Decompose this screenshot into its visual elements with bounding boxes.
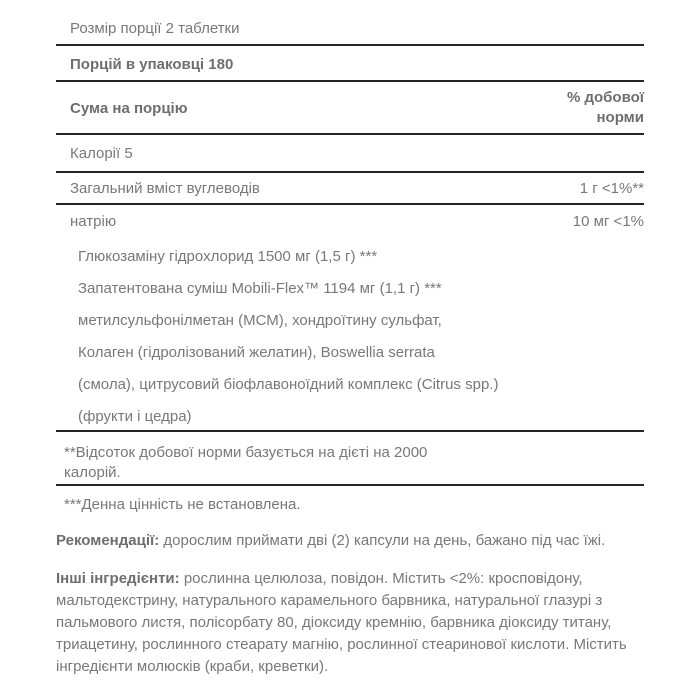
blend-line-mobiliflex: Запатентована суміш Mobili-Flex™ 1194 мг (1,1 г) *** (78, 280, 442, 297)
other-ingredients-paragraph (56, 568, 644, 678)
ingredient-blend-list (56, 248, 644, 426)
carbohydrate-value: 1 г <1%** (579, 180, 644, 197)
blend-line-fruit-peel: (фрукти і цедра) (78, 408, 192, 425)
recommendations-paragraph (56, 530, 621, 552)
sodium-value: 10 мг <1% (572, 213, 644, 230)
calories-label: Калорії 5 (70, 145, 133, 162)
blend-line-msm-chondroitin: метилсульфонілметан (МСМ), хондроїтину сульфат, (78, 312, 442, 329)
recommendations-text: дорослим приймати дві (2) капсули на день, бажано під час їжі. (163, 532, 606, 549)
other-ingredients-text: рослинна целюлоза, повідон. Містить <2%: кросповідону, мальтодекстрину, натурального карамельного барвника, натуральної глазурі з пальмового листя, полісорбату 80, діоксиду кремнію, барвника діоксиду титану, триацетину, рослинного стеарату магнію, рослинної стеаринової кислоти. Містить інгредієнти молюсків (краби, креветки). (56, 570, 627, 675)
other-ingredients-title: Інші інгредієнти: (56, 570, 180, 587)
servings-per-container-text: Порцій в упаковці 180 (70, 56, 234, 73)
calories-row (56, 135, 644, 171)
serving-size-row (56, 14, 644, 44)
carbohydrate-label: Загальний вміст вуглеводів (70, 180, 260, 197)
blend-line-citrus-complex: (смола), цитрусовий біофлавоноїдний комплекс (Citrus spp.) (78, 376, 499, 393)
daily-value-header: % добової норми (566, 89, 644, 126)
facts-header-row (56, 82, 644, 133)
recommendations-title: Рекомендації: (56, 532, 160, 549)
amount-per-serving-header: Сума на порцію (70, 99, 188, 117)
servings-per-container-row (56, 46, 644, 80)
footnote-daily-value-not-established: ***Денна цінність не встановлена. (64, 496, 301, 513)
carbohydrate-row (56, 173, 644, 203)
sodium-row (56, 205, 644, 231)
footnote-daily-value-basis: **Відсоток добової норми базується на дієті на 2000 калорій. (64, 444, 428, 481)
blend-line-collagen-boswellia: Колаген (гідролізований желатин), Boswellia serrata (78, 344, 435, 361)
sodium-label: натрію (70, 213, 117, 230)
blend-line-glucosamine: Глюкозаміну гідрохлорид 1500 мг (1,5 г) *** (78, 248, 378, 265)
serving-size-text: Розмір порції 2 таблетки (70, 20, 240, 37)
